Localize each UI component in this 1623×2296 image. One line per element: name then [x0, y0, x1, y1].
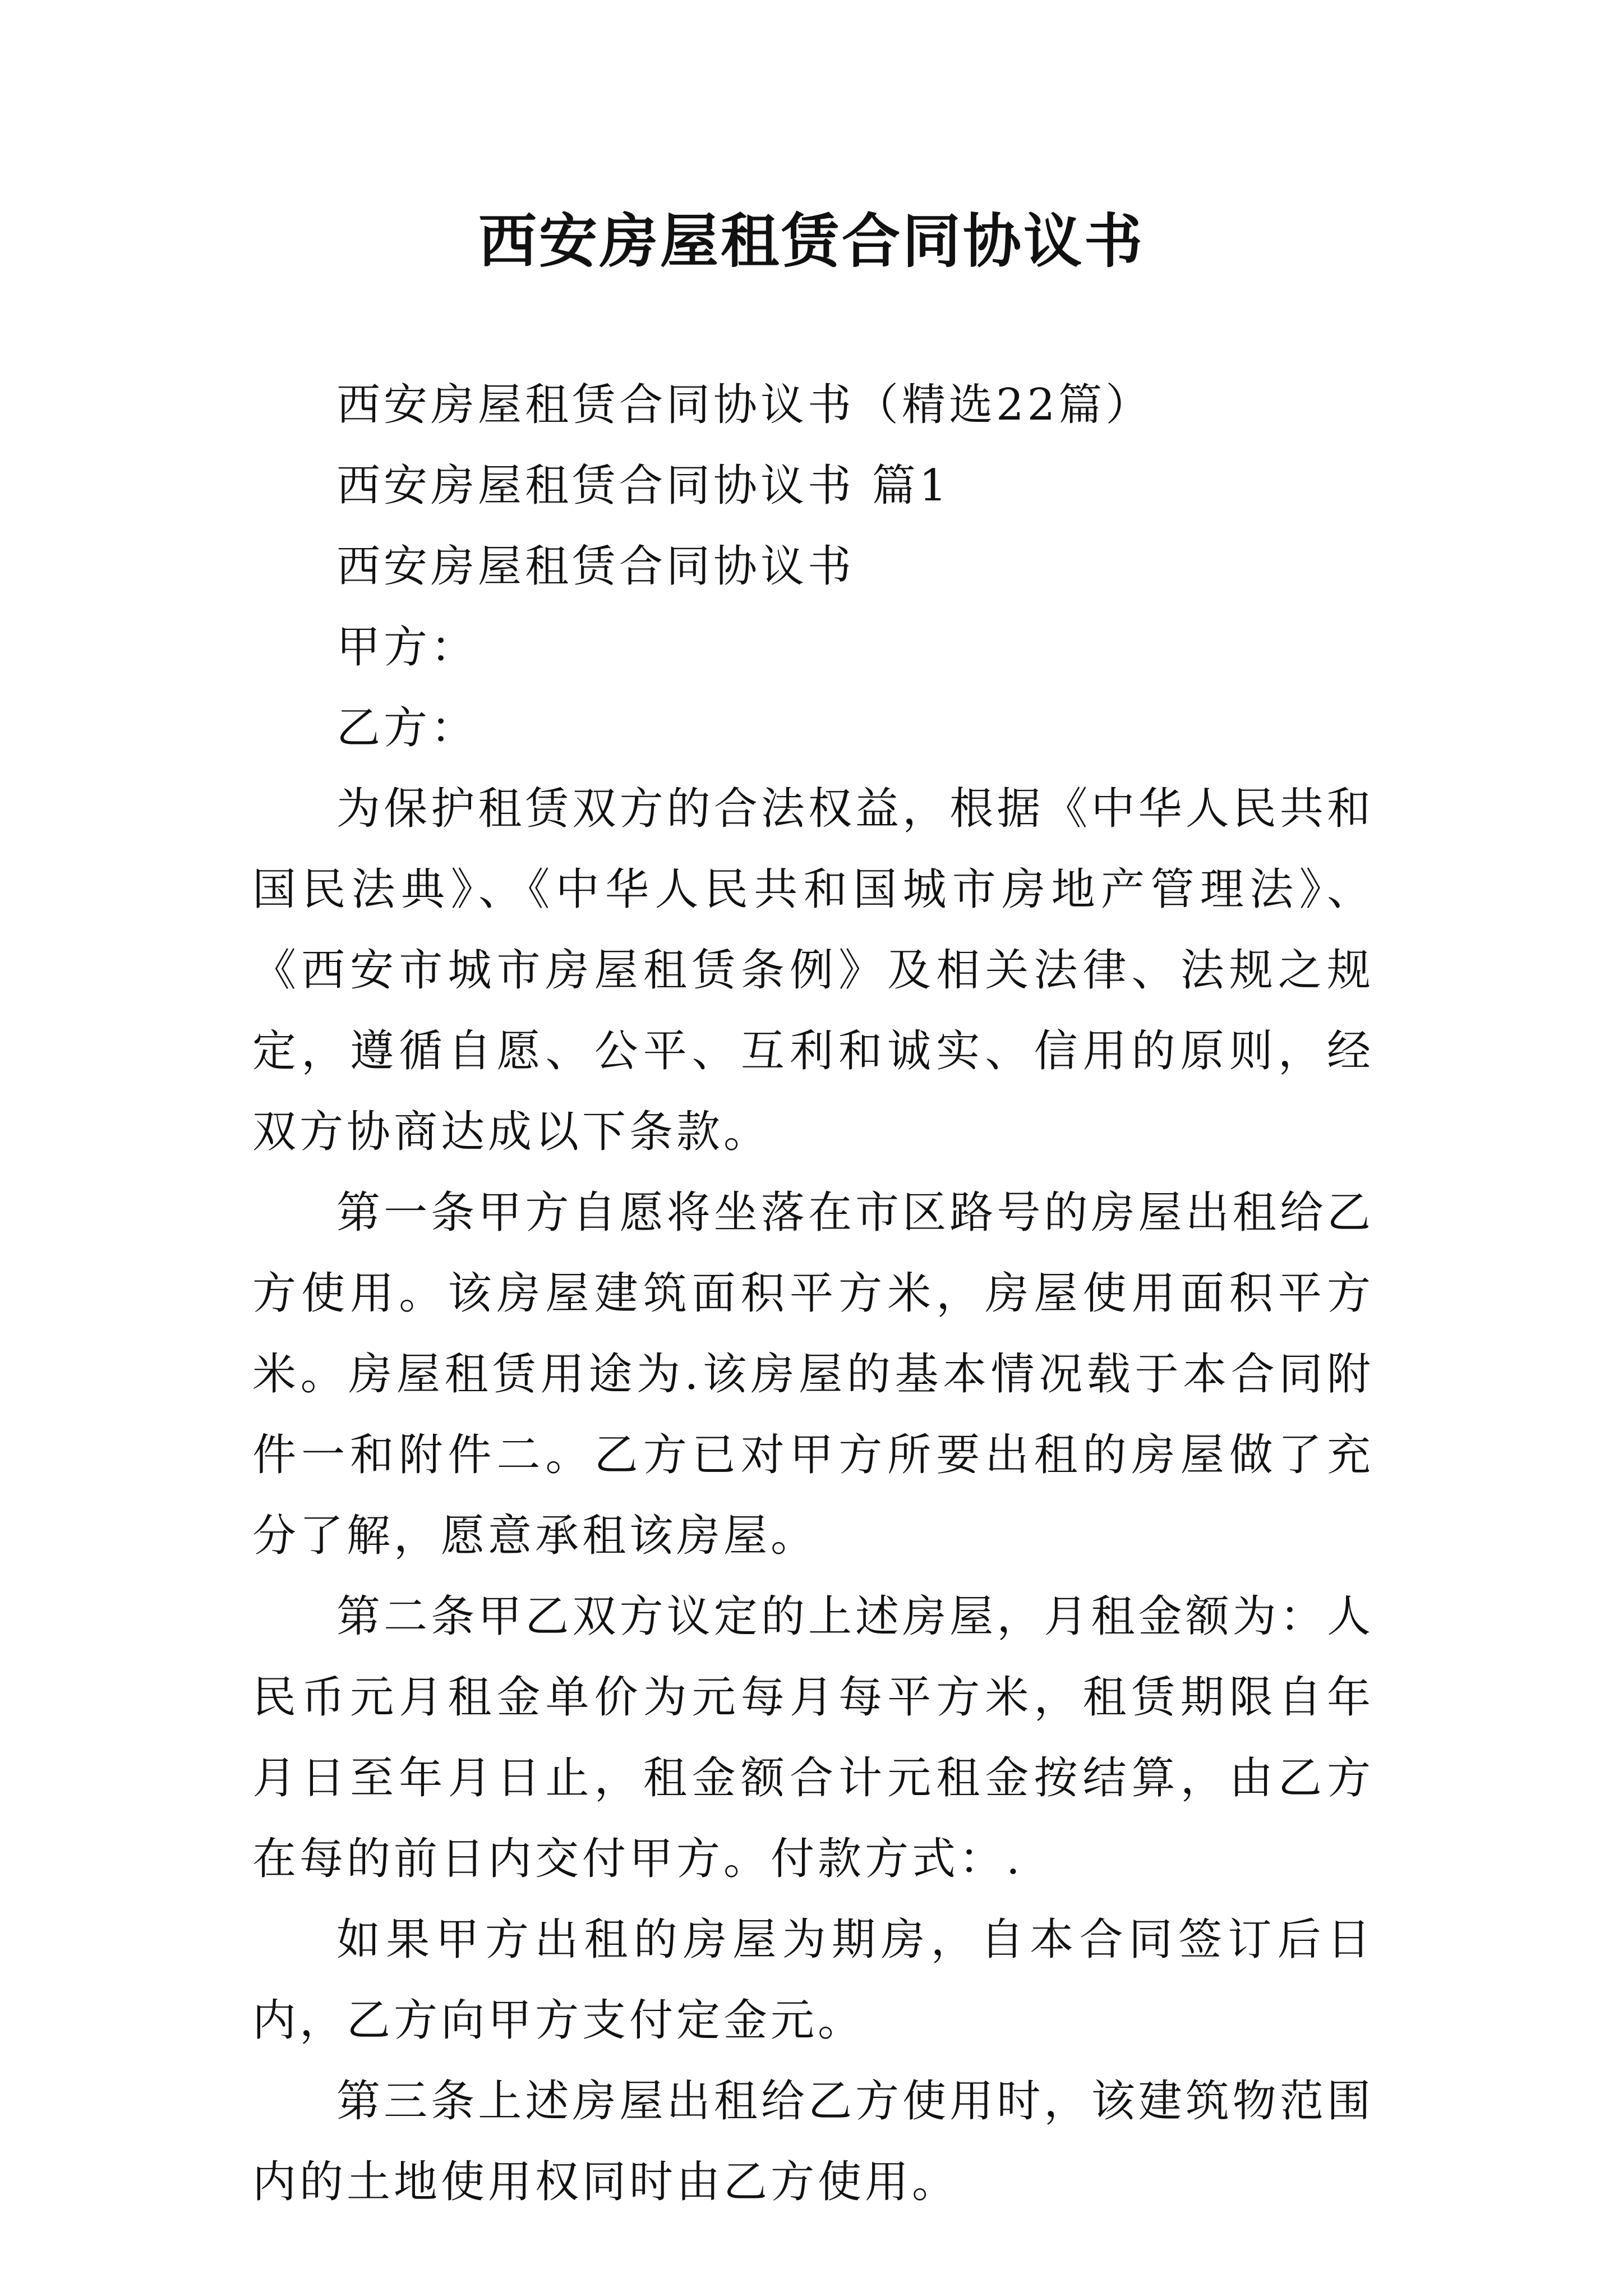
contract-heading: 西安房屋租赁合同协议书	[336, 541, 855, 592]
paragraph-preamble: 为保护租赁双方的合法权益，根据《中华人民共和国民法典》、《中华人民共和国城市房地产管理法》、《西安市城市房屋租赁条例》及相关法律、法规之规定，遵循自愿、公平、互利和诚实、信用的原则，经双方协商达成以下条款。	[252, 784, 1374, 1157]
subtitle-line: 西安房屋租赁合同协议书（精选22篇）	[336, 380, 1153, 430]
party-a-label: 甲方：	[336, 622, 478, 673]
paragraph-article-2: 第二条甲乙双方议定的上述房屋，月租金额为：人民币元月租金单价为元每月每平方米，租赁期限自年月日至年月日止，租金额合计元租金按结算，由乙方在每的前日内交付甲方。付款方式：.	[252, 1591, 1374, 1884]
document-title: 西安房屋租赁合同协议书	[478, 206, 1145, 275]
section-heading: 西安房屋租赁合同协议书 篇1	[336, 461, 951, 511]
paragraph-article-3: 第三条上述房屋出租给乙方使用时，该建筑物范围内的土地使用权同时由乙方使用。	[252, 2076, 1374, 2207]
document-body	[252, 365, 1374, 2223]
party-b-label: 乙方：	[336, 703, 478, 753]
paragraph-deposit: 如果甲方出租的房屋为期房，自本合同签订后日内，乙方向甲方支付定金元。	[252, 1915, 1374, 2046]
paragraph-article-1: 第一条甲方自愿将坐落在市区路号的房屋出租给乙方使用。该房屋建筑面积平方米，房屋使用面积平方米。房屋租赁用途为.该房屋的基本情况载于本合同附件一和附件二。乙方已对甲方所要出租的房屋做了充分了解，愿意承租该房屋。	[252, 1188, 1374, 1561]
